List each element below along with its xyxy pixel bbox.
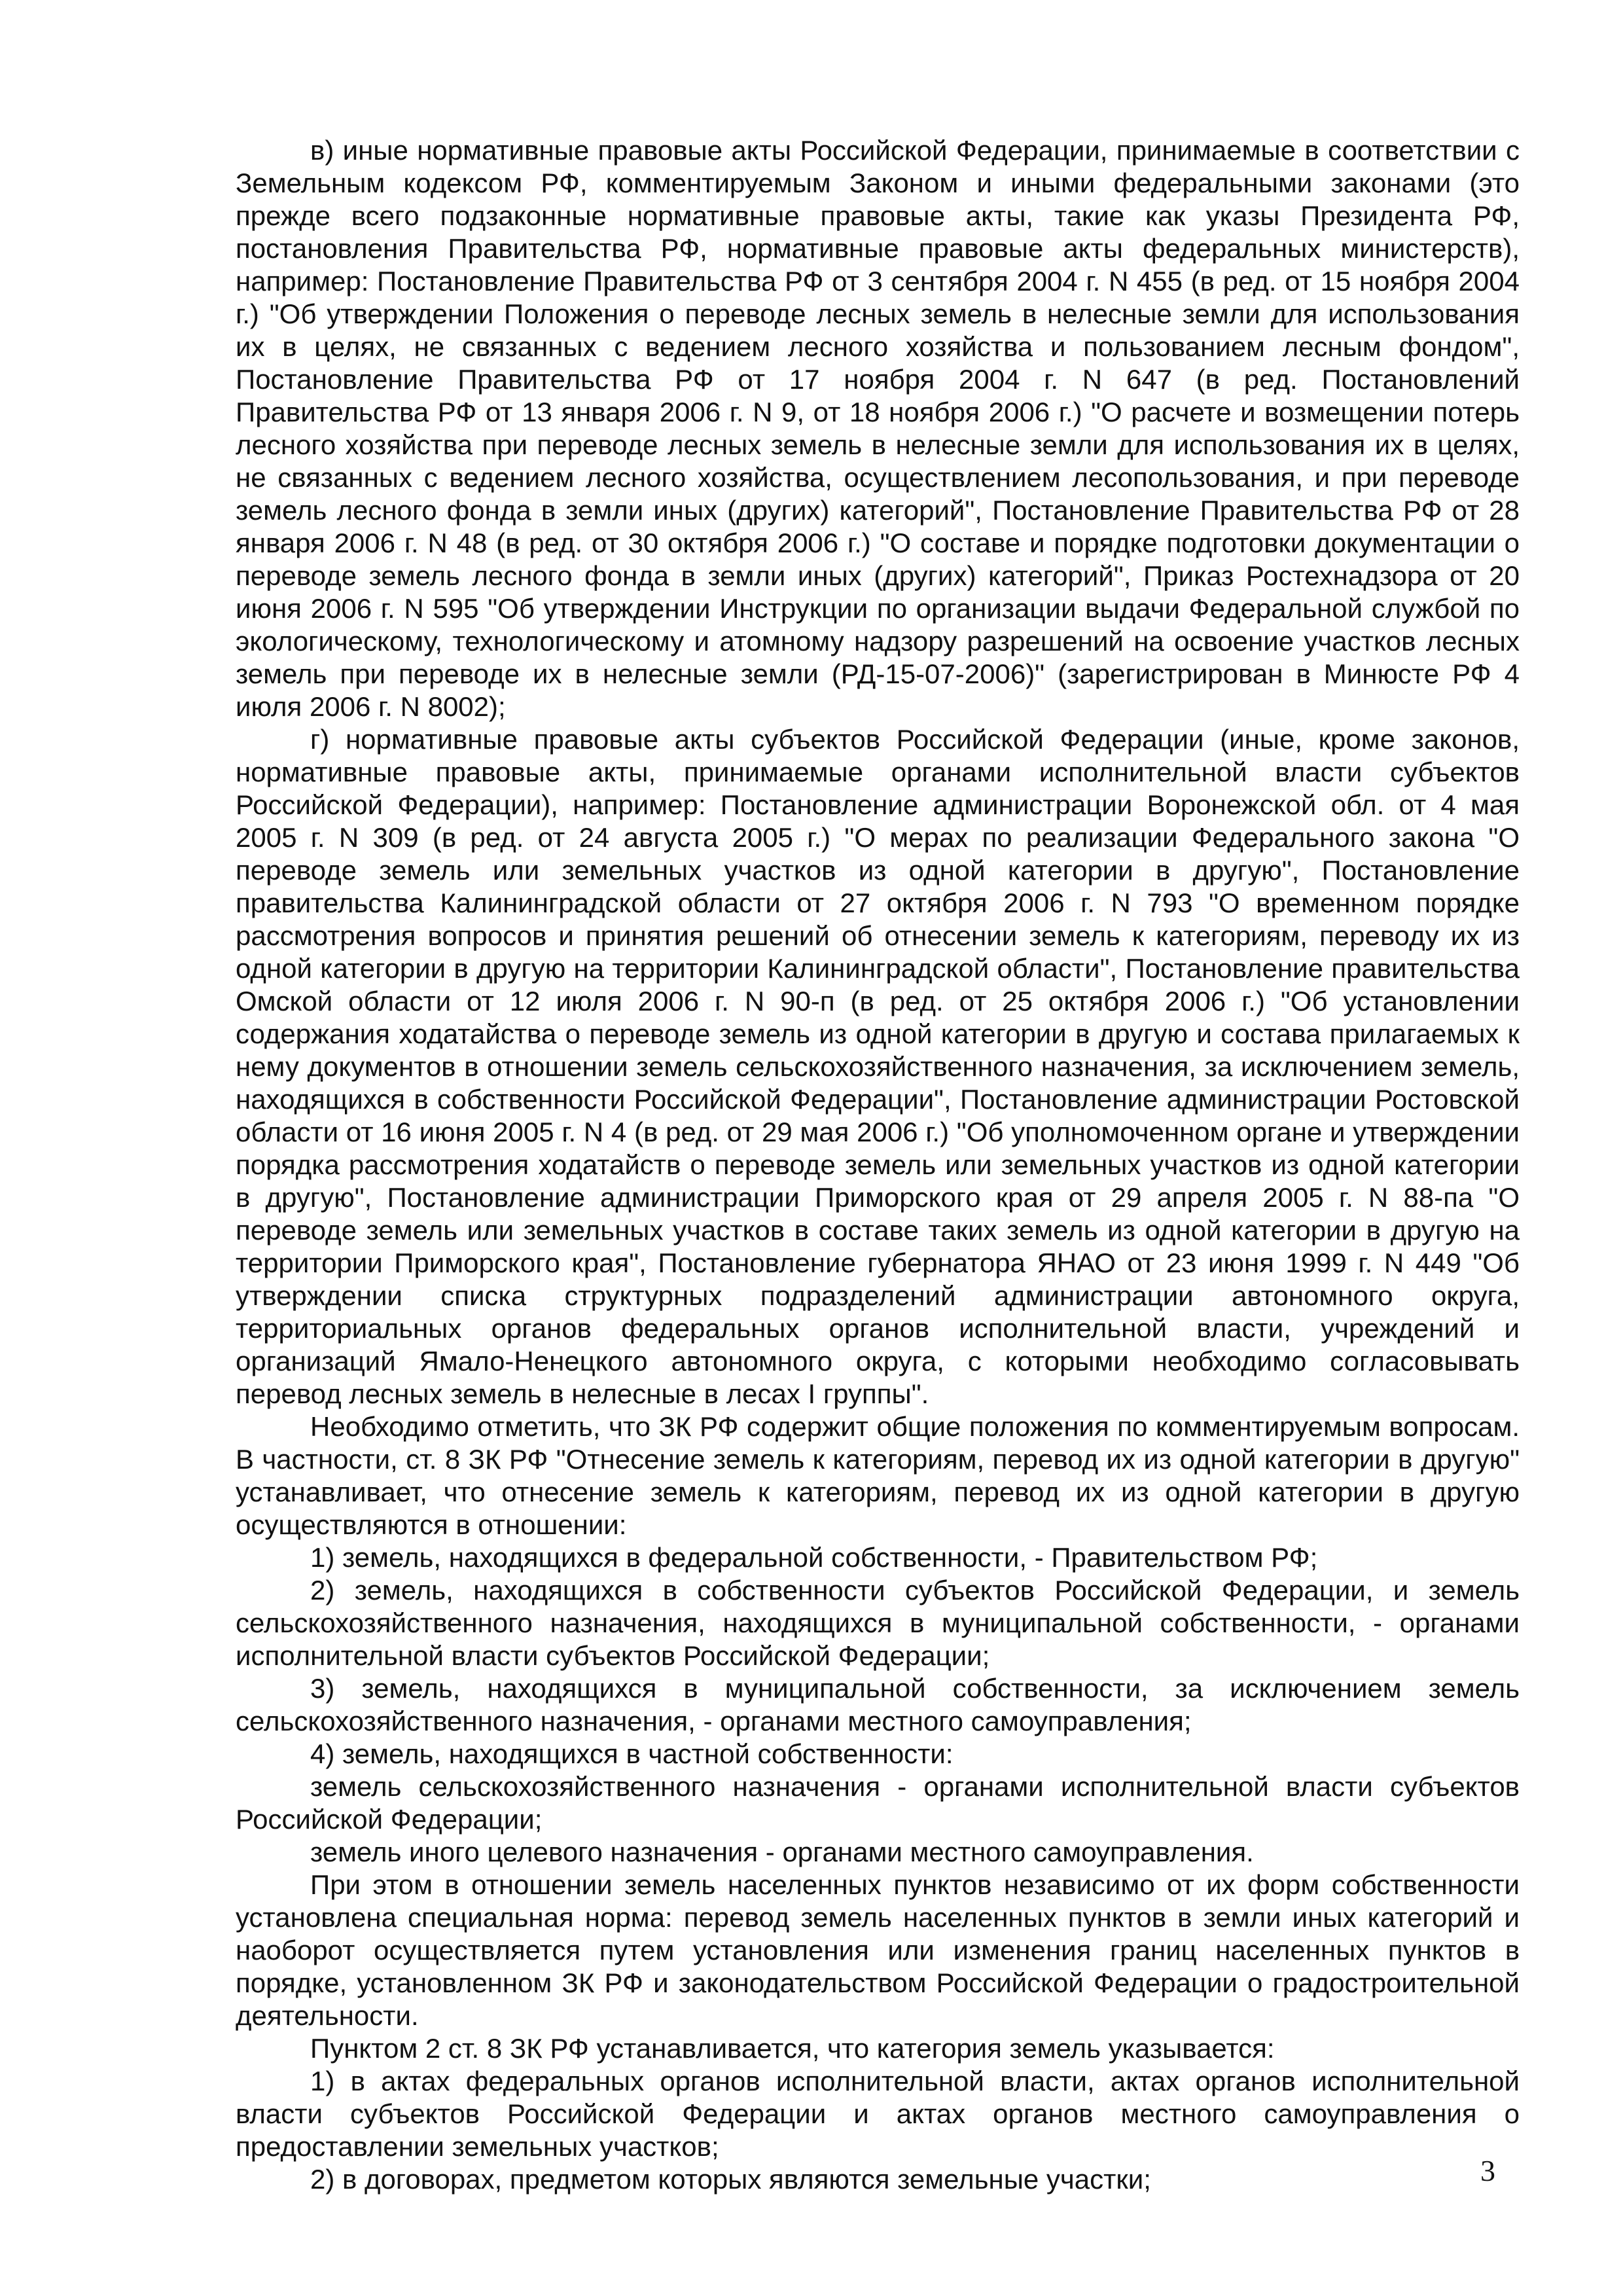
list-item-acts: 1) в актах федеральных органов исполнительной власти, актах органов исполнительной власти субъектов Российской Федерации и актах органов местного самоуправления о предоставлении земельных участков; [236,2066,1520,2162]
paragraph-v-other-federal-acts: в) иные нормативные правовые акты Российской Федерации, принимаемые в соответствии с Земельным кодексом РФ, комментируемым Законом и иными федеральными законами (это прежде всего подзаконные нормативные правовые акты, такие как указы Президента РФ, постановления Правительства РФ, нормативные правовые акты федеральных министерств), например: Постановление Правительства РФ от 3 сентября 2004 г. N 455 (в ред. от 15 ноября 2004 г.) "Об утверждении Положения о переводе лесных земель в нелесные земли для использования их в целях, не связанных с ведением лесного хозяйства и пользованием лесным фондом", Постановление Правительства РФ от 17 ноября 2004 г. N 647 (в ред. Постановлений Правительства РФ от 13 января 2006 г. N 9, от 18 ноября 2006 г.) "О расчете и возмещении потерь лесного хозяйства при переводе лесных земель в нелесные земли для использования их в целях, не связанных с ведением лесного хозяйства, осуществлением лесопользования, и при переводе земель лесного фонда в земли иных (других) категорий", Постановление Правительства РФ от 28 января 2006 г. N 48 (в ред. от 30 октября 2006 г.) "О составе и порядке подготовки документации о переводе земель лесного фонда в земли иных (других) категорий", Приказ Ростехнадзора от 20 июня 2006 г. N 595 "Об утверждении Инструкции по организации выдачи Федеральной службой по экологическому, технологическому и атомному надзору разрешений на освоение участков лесных земель при переводе их в нелесные земли (РД-15-07-2006)" (зарегистрирован в Минюсте РФ 4 июля 2006 г. N 8002); [236,135,1520,722]
sub-item-agricultural: земель сельскохозяйственного назначения - органами исполнительной власти субъектов Российской Федерации; [236,1771,1520,1835]
body-text [236,134,1520,2196]
paragraph-g-regional-acts: г) нормативные правовые акты субъектов Российской Федерации (иные, кроме законов, нормативные правовые акты, принимаемые органами исполнительной власти субъектов Российской Федерации), например: Постановление администрации Воронежской обл. от 4 мая 2005 г. N 309 (в ред. от 24 августа 2005 г.) "О мерах по реализации Федерального закона "О переводе земель или земельных участков из одной категории в другую", Постановление правительства Калининградской области от 27 октября 2006 г. N 793 "О временном порядке рассмотрения вопросов и принятия решений об отнесении земель к категориям, переводу их из одной категории в другую на территории Калининградской области", Постановление правительства Омской области от 12 июля 2006 г. N 90-п (в ред. от 25 октября 2006 г.) "Об установлении содержания ходатайства о переводе земель из одной категории в другую и состава прилагаемых к нему документов в отношении земель сельскохозяйственного назначения, за исключением земель, находящихся в собственности Российской Федерации", Постановление администрации Ростовской области от 16 июня 2005 г. N 4 (в ред. от 29 мая 2006 г.) "Об уполномоченном органе и утверждении порядка рассмотрения ходатайств о переводе земель или земельных участков из одной категории в другую", Постановление администрации Приморского края от 29 апреля 2005 г. N 88-па "О переводе земель или земельных участков в составе таких земель из одной категории в другую на территории Приморского края", Постановление губернатора ЯНАО от 23 июня 1999 г. N 449 "Об утверждении списка структурных подразделений администрации автономного округа, территориальных органов федеральных органов исполнительной власти, учреждений и организаций Ямало-Ненецкого автономного округа, с которыми необходимо согласовывать перевод лесных земель в нелесные в лесах I группы". [236,724,1520,1409]
paragraph-article-8-point-2: Пунктом 2 ст. 8 ЗК РФ устанавливается, что категория земель указывается: [310,2033,1275,2064]
list-item-3-municipal: 3) земель, находящихся в муниципальной собственности, за исключением земель сельскохозяйственного назначения, - органами местного самоуправления; [236,1673,1520,1736]
paragraph-zk-article-8: Необходимо отметить, что ЗК РФ содержит общие положения по комментируемым вопросам. В частности, ст. 8 ЗК РФ "Отнесение земель к категориям, перевод их из одной категории в другую" устанавливает, что отнесение земель к категориям, перевод их из одной категории в другую осуществляются в отношении: [236,1411,1520,1540]
list-item-contracts: 2) в договорах, предметом которых являются земельные участки; [310,2164,1151,2195]
list-item-2-regional: 2) земель, находящихся в собственности субъектов Российской Федерации, и земель сельскохозяйственного назначения, находящихся в муниципальной собственности, - органами исполнительной власти субъектов Российской Федерации; [236,1575,1520,1671]
page-number: 3 [1480,2154,1495,2187]
list-item-4-private: 4) земель, находящихся в частной собственности: [310,1738,954,1769]
sub-item-other-purpose: земель иного целевого назначения - органами местного самоуправления. [310,1837,1254,1867]
paragraph-settlements: При этом в отношении земель населенных пунктов независимо от их форм собственности установлена специальная норма: перевод земель населенных пунктов в земли иных категорий и наоборот осуществляется путем установления или изменения границ населенных пунктов в порядке, установленном ЗК РФ и законодательством Российской Федерации о градостроительной деятельности. [236,1869,1520,2031]
list-item-1-federal: 1) земель, находящихся в федеральной собственности, - Правительством РФ; [310,1542,1318,1573]
